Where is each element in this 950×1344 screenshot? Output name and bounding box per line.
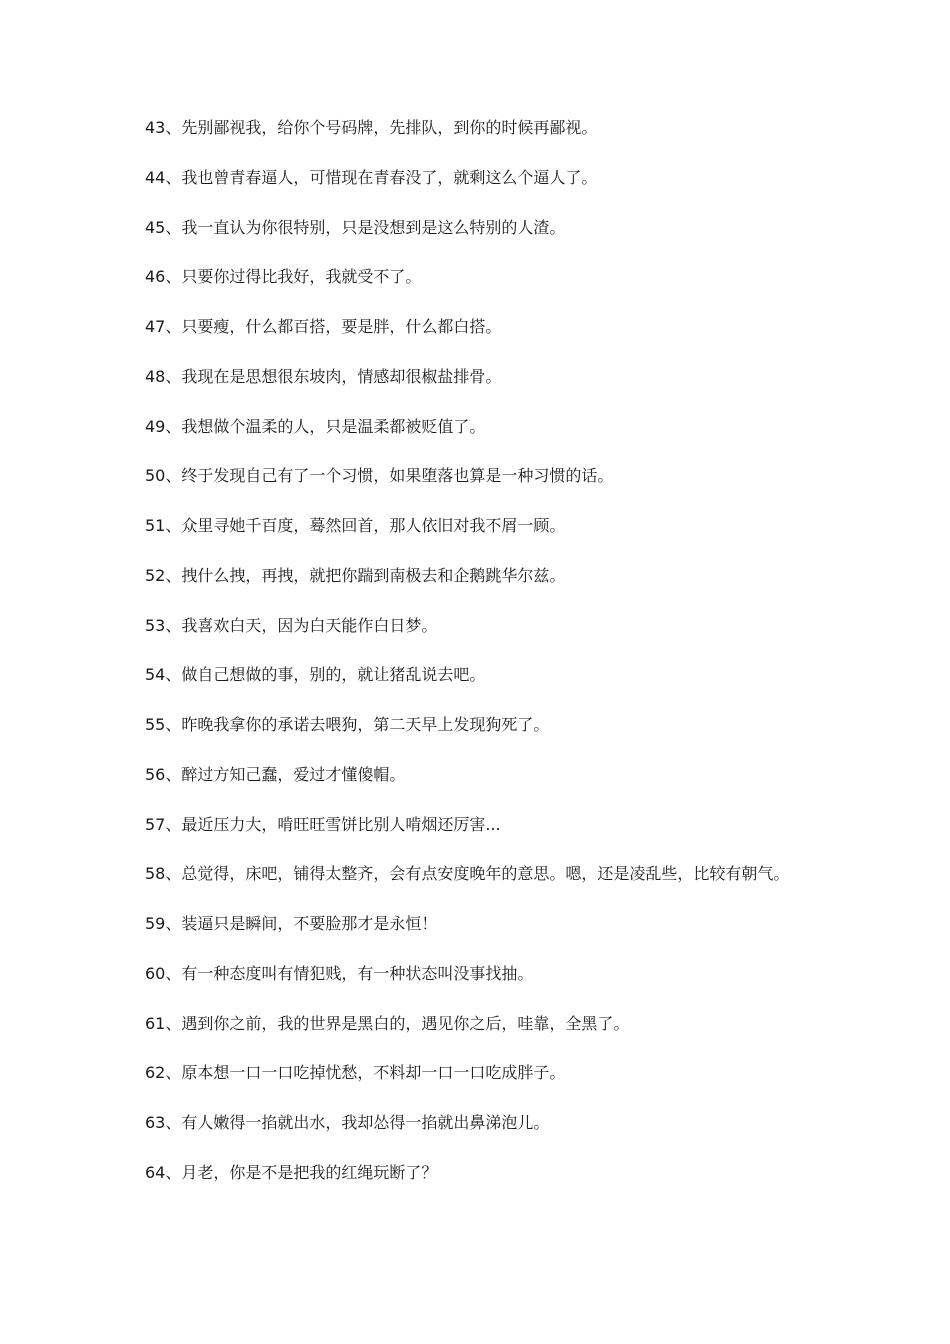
text-line: 62、原本想一口一口吃掉忧愁，不料却一口一口吃成胖子。 (145, 1063, 566, 1083)
text-line: 56、醉过方知己蠢，爱过才懂傻帽。 (145, 764, 406, 784)
text-line: 51、众里寻她千百度，蓦然回首，那人依旧对我不屑一顾。 (145, 516, 566, 535)
text-line: 64、月老，你是不是把我的红绳玩断了？ (145, 1162, 438, 1182)
text-line: 61、遇到你之前，我的世界是黑白的，遇见你之后，哇靠，全黑了。 (145, 1013, 630, 1033)
text-line: 52、拽什么拽，再拽，就把你踹到南极去和企鹅跳华尔兹。 (145, 565, 566, 585)
text-line: 57、最近压力大，啃旺旺雪饼比别人啃烟还厉害... (145, 814, 501, 834)
text-line: 44、我也曾青春逼人，可惜现在青春没了，就剩这么个逼人了。 (145, 167, 598, 187)
text-line: 58、总觉得，床吧，铺得太整齐，会有点安度晚年的意思。嗯，还是凌乱些，比较有朝气。 (145, 864, 790, 884)
text-line: 50、终于发现自己有了一个习惯，如果堕落也算是一种习惯的话。 (145, 466, 614, 486)
text-line: 47、只要瘦，什么都百搭，要是胖，什么都白搭。 (145, 317, 502, 336)
text-line: 53、我喜欢白天，因为白天能作白日梦。 (145, 615, 438, 635)
text-line: 46、只要你过得比我好，我就受不了。 (145, 267, 422, 287)
text-line: 43、先别鄙视我，给你个号码牌，先排队，到你的时候再鄙视。 (145, 118, 598, 137)
text-line: 59、装逼只是瞬间，不要脸那才是永恒！ (145, 914, 438, 933)
text-line: 63、有人嫩得一掐就出水，我却怂得一掐就出鼻涕泡儿。 (145, 1113, 550, 1132)
text-line: 45、我一直认为你很特别，只是没想到是这么特别的人渣。 (145, 217, 566, 237)
text-lines (145, 116, 935, 1211)
text-line: 60、有一种态度叫有情犯贱，有一种状态叫没事找抽。 (145, 963, 534, 983)
text-line: 55、昨晚我拿你的承诺去喂狗，第二天早上发现狗死了。 (145, 715, 550, 734)
text-line: 48、我现在是思想很东坡肉，情感却很椒盐排骨。 (145, 366, 502, 386)
text-line: 49、我想做个温柔的人，只是温柔都被贬值了。 (145, 416, 486, 436)
text-line: 54、做自己想做的事，别的，就让猪乱说去吧。 (145, 665, 486, 685)
